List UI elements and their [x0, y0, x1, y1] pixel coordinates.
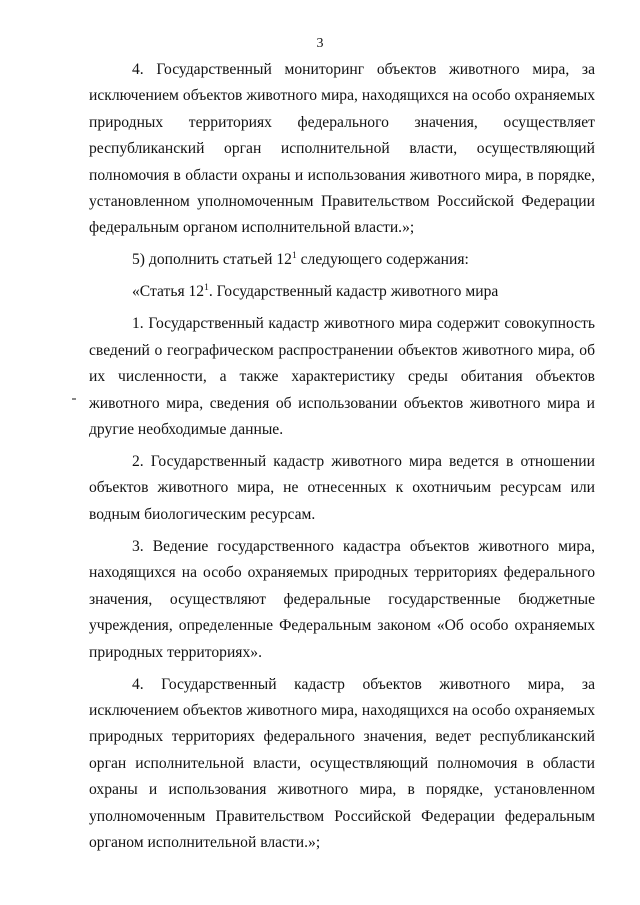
margin-mark [72, 398, 76, 400]
document-body [89, 57, 595, 856]
paragraph-amendment [89, 247, 595, 273]
amendment-prefix: 5) дополнить статьей 12 [132, 251, 292, 269]
article-heading-superscript: 1 [204, 283, 209, 294]
paragraph-cadastre-scope: 2. Государственный кадастр животного мира ведется в отношении объектов животного мира, не отнесенных к охотничьим ресурсам или водным биологическим ресурсам. [89, 453, 595, 523]
paragraph-monitoring: 4. Государственный мониторинг объектов животного мира, за исключением объектов животного мира, находящихся на особо охраняемых природных территориях федерального значения, осуществляет республиканский орган исполнительной власти, осуществляющий полномочия в области охраны и использования животного мира, в порядке, установленном уполномоченным Правительством Российской Федерации федеральным органом исполнительной власти.»; [89, 61, 595, 237]
article-heading [89, 279, 595, 305]
page-number: 3 [316, 36, 324, 51]
paragraph-protected-territories: 3. Ведение государственного кадастра объектов животного мира, находящихся на особо охраняемых природных территориях федерального значения, осуществляют федеральные государственные бюджетные учреждения, определенные Федеральным законом «Об особо охраняемых природных территориях». [89, 537, 595, 661]
paragraph-cadastre-contents: 1. Государственный кадастр животного мира содержит совокупность сведений о географическом распространении объектов животного мира, об их численности, а также характеристику среды обитания объектов животного мира, сведения об использовании объектов животного мира и другие необходимые данные. [89, 315, 595, 439]
amendment-superscript: 1 [291, 251, 297, 262]
article-heading-prefix: «Статья 12 [132, 283, 205, 301]
amendment-suffix: следующего содержания: [296, 251, 469, 269]
paragraph-republican-authority: 4. Государственный кадастр объектов животного мира, за исключением объектов животного мира, находящихся на особо охраняемых природных территориях федерального значения, ведет республиканский орган исполнительной власти, осуществляющий полномочия в области охраны и использования животного мира, в порядке, установленном уполномоченным Правительством Российской Федерации федеральным органом исполнительной власти.»; [89, 675, 595, 851]
article-heading-suffix: . Государственный кадастр животного мира [208, 283, 499, 301]
